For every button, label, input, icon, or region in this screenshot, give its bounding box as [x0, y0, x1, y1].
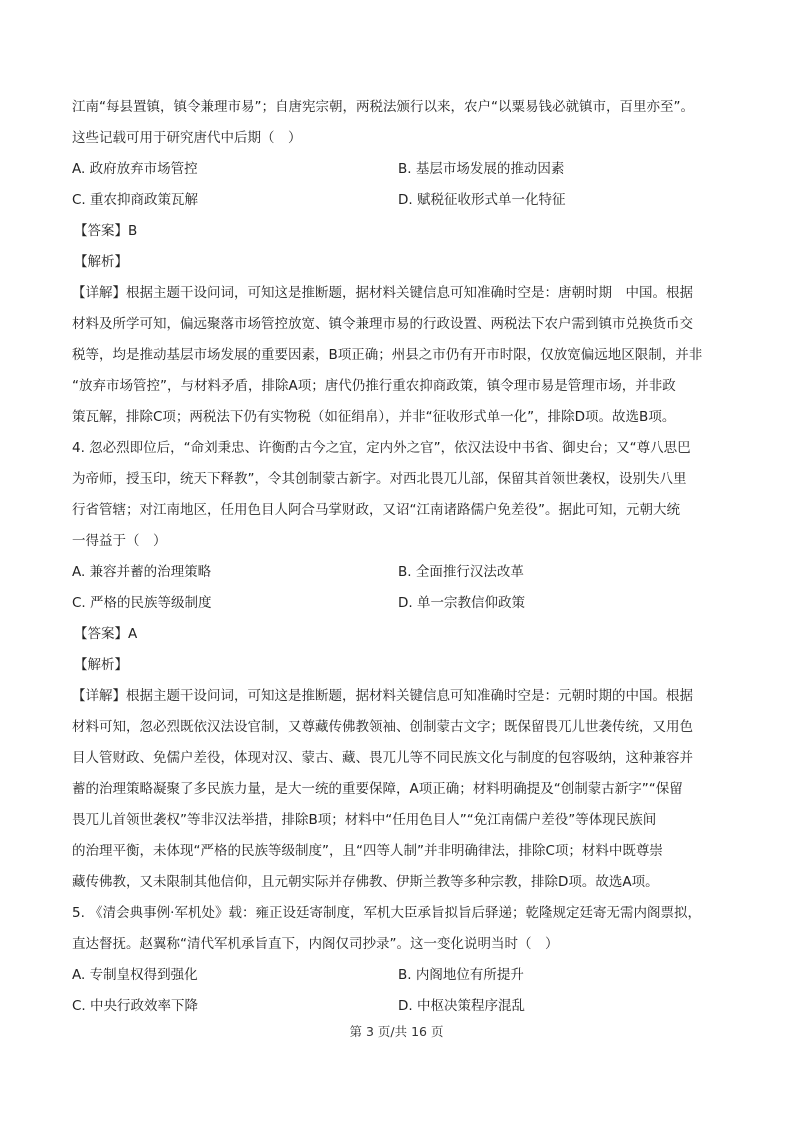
q4-options-row — [72, 557, 724, 588]
q5-options-row — [72, 991, 724, 1022]
q4-detail-line: 的治理平衡，未体现“严格的民族等级制度”，且“四等人制”并非明确律法，排除C项；材料中既尊崇 — [72, 843, 663, 859]
q4-detail-line: 目人管财政、免儒户差役，体现对汉、蒙古、藏、畏兀儿等不同民族文化与制度的包容吸纳，这种兼容并 — [72, 750, 693, 766]
q4-detail-line: 蓄的治理策略凝聚了多民族力量，是大一统的重要保障，A项正确；材料明确提及“创制蒙古新字”“保留 — [72, 781, 683, 797]
q3-stem-line: 这些记载可用于研究唐代中后期（ ） — [72, 130, 302, 146]
q4-option-a: A. 兼容并蓄的治理策略 — [72, 564, 212, 580]
q3-detail-line: 税等，均是推动基层市场发展的重要因素，B项正确；州县之市仍有开市时限，仅放宽偏远地区限制，并非 — [72, 347, 703, 363]
q3-options-row — [72, 185, 724, 216]
q4-detail-line: 【详解】根据主题干设问词，可知这是推断题，据材料关键信息可知准确时空是：元朝时期的中国。根据 — [72, 688, 693, 704]
q3-option-b: B. 基层市场发展的推动因素 — [398, 161, 565, 177]
q5-stem-line: 直达督抚。赵翼称“清代军机承旨直下，内阁仅司抄录”。这一变化说明当时（ ） — [72, 936, 559, 952]
q3-analysis-heading: 【解析】 — [74, 254, 128, 270]
q4-detail-line: 畏兀儿首领世袭权”等非汉法举措，排除B项；材料中“任用色目人”“免江南儒户差役”等体现民族间 — [72, 812, 657, 828]
q3-detail-line: “放弃市场管控”，与材料矛盾，排除A项；唐代仍推行重农抑商政策，镇令理市易是管理市场，并非政 — [72, 378, 676, 394]
q5-options-row — [72, 960, 724, 991]
q5-option-b: B. 内阁地位有所提升 — [398, 967, 524, 983]
q3-answer: 【答案】B — [74, 223, 138, 239]
q4-answer: 【答案】A — [74, 626, 138, 642]
q4-stem-line: 4. 忽必烈即位后，“命刘秉忠、许衡酌古今之宜，定内外之官”，依汉法设中书省、御史台；又“尊八思巴 — [72, 440, 691, 456]
q5-option-c: C. 中央行政效率下降 — [72, 998, 199, 1014]
q4-option-c: C. 严格的民族等级制度 — [72, 595, 212, 611]
q4-option-b: B. 全面推行汉法改革 — [398, 564, 524, 580]
q3-stem-line: 江南“每县置镇，镇令兼理市易”；自唐宪宗朝，两税法颁行以来，农户“以粟易钱必就镇市，百里亦至”。 — [72, 99, 694, 115]
q4-detail-line: 藏传佛教，又未限制其他信仰，且元朝实际并存佛教、伊斯兰教等多种宗教，排除D项。故选A项。 — [72, 874, 659, 890]
q3-option-c: C. 重农抑商政策瓦解 — [72, 192, 199, 208]
q4-stem-line: 行省管辖；对江南地区，任用色目人阿合马掌财政，又诏“江南诸路儒户免差役”。据此可知，元朝大统 — [72, 502, 680, 518]
q5-option-d: D. 中枢决策程序混乱 — [398, 998, 525, 1014]
q4-analysis-heading: 【解析】 — [74, 657, 128, 673]
document-content — [72, 92, 724, 1022]
q5-option-a: A. 专制皇权得到强化 — [72, 967, 198, 983]
q4-stem-line: 为帝师，授玉印，统天下释教”，令其创制蒙古新字。对西北畏兀儿部，保留其首领世袭权，设别失八里 — [72, 471, 687, 487]
q4-detail-line: 材料可知，忽必烈既依汉法设官制，又尊藏传佛教领袖、创制蒙古文字；既保留畏兀儿世袭传统，又用色 — [72, 719, 693, 735]
q3-option-a: A. 政府放弃市场管控 — [72, 161, 198, 177]
q3-detail-line: 【详解】根据主题干设问词，可知这是推断题，据材料关键信息可知准确时空是：唐朝时期 中国。根据 — [72, 285, 693, 301]
q4-option-d: D. 单一宗教信仰政策 — [398, 595, 525, 611]
q4-stem-line: 一得益于（ ） — [72, 533, 167, 549]
q3-options-row — [72, 154, 724, 185]
page-footer: 第 3 页/共 16 页 — [349, 1024, 444, 1039]
q3-detail-line: 材料及所学可知，偏远聚落市场管控放宽、镇令兼理市易的行政设置、两税法下农户需到镇市兑换货币交 — [72, 316, 693, 332]
q3-option-d: D. 赋税征收形式单一化特征 — [398, 192, 566, 208]
q4-options-row — [72, 588, 724, 619]
q3-detail-line: 策瓦解，排除C项；两税法下仍有实物税（如征绢帛），并非“征收形式单一化”，排除D项。故选B项。 — [72, 409, 676, 425]
q5-stem-line: 5. 《清会典事例·军机处》载：雍正设廷寄制度，军机大臣承旨拟旨后驿递；乾隆规定廷寄无需内阁票拟， — [72, 905, 701, 921]
